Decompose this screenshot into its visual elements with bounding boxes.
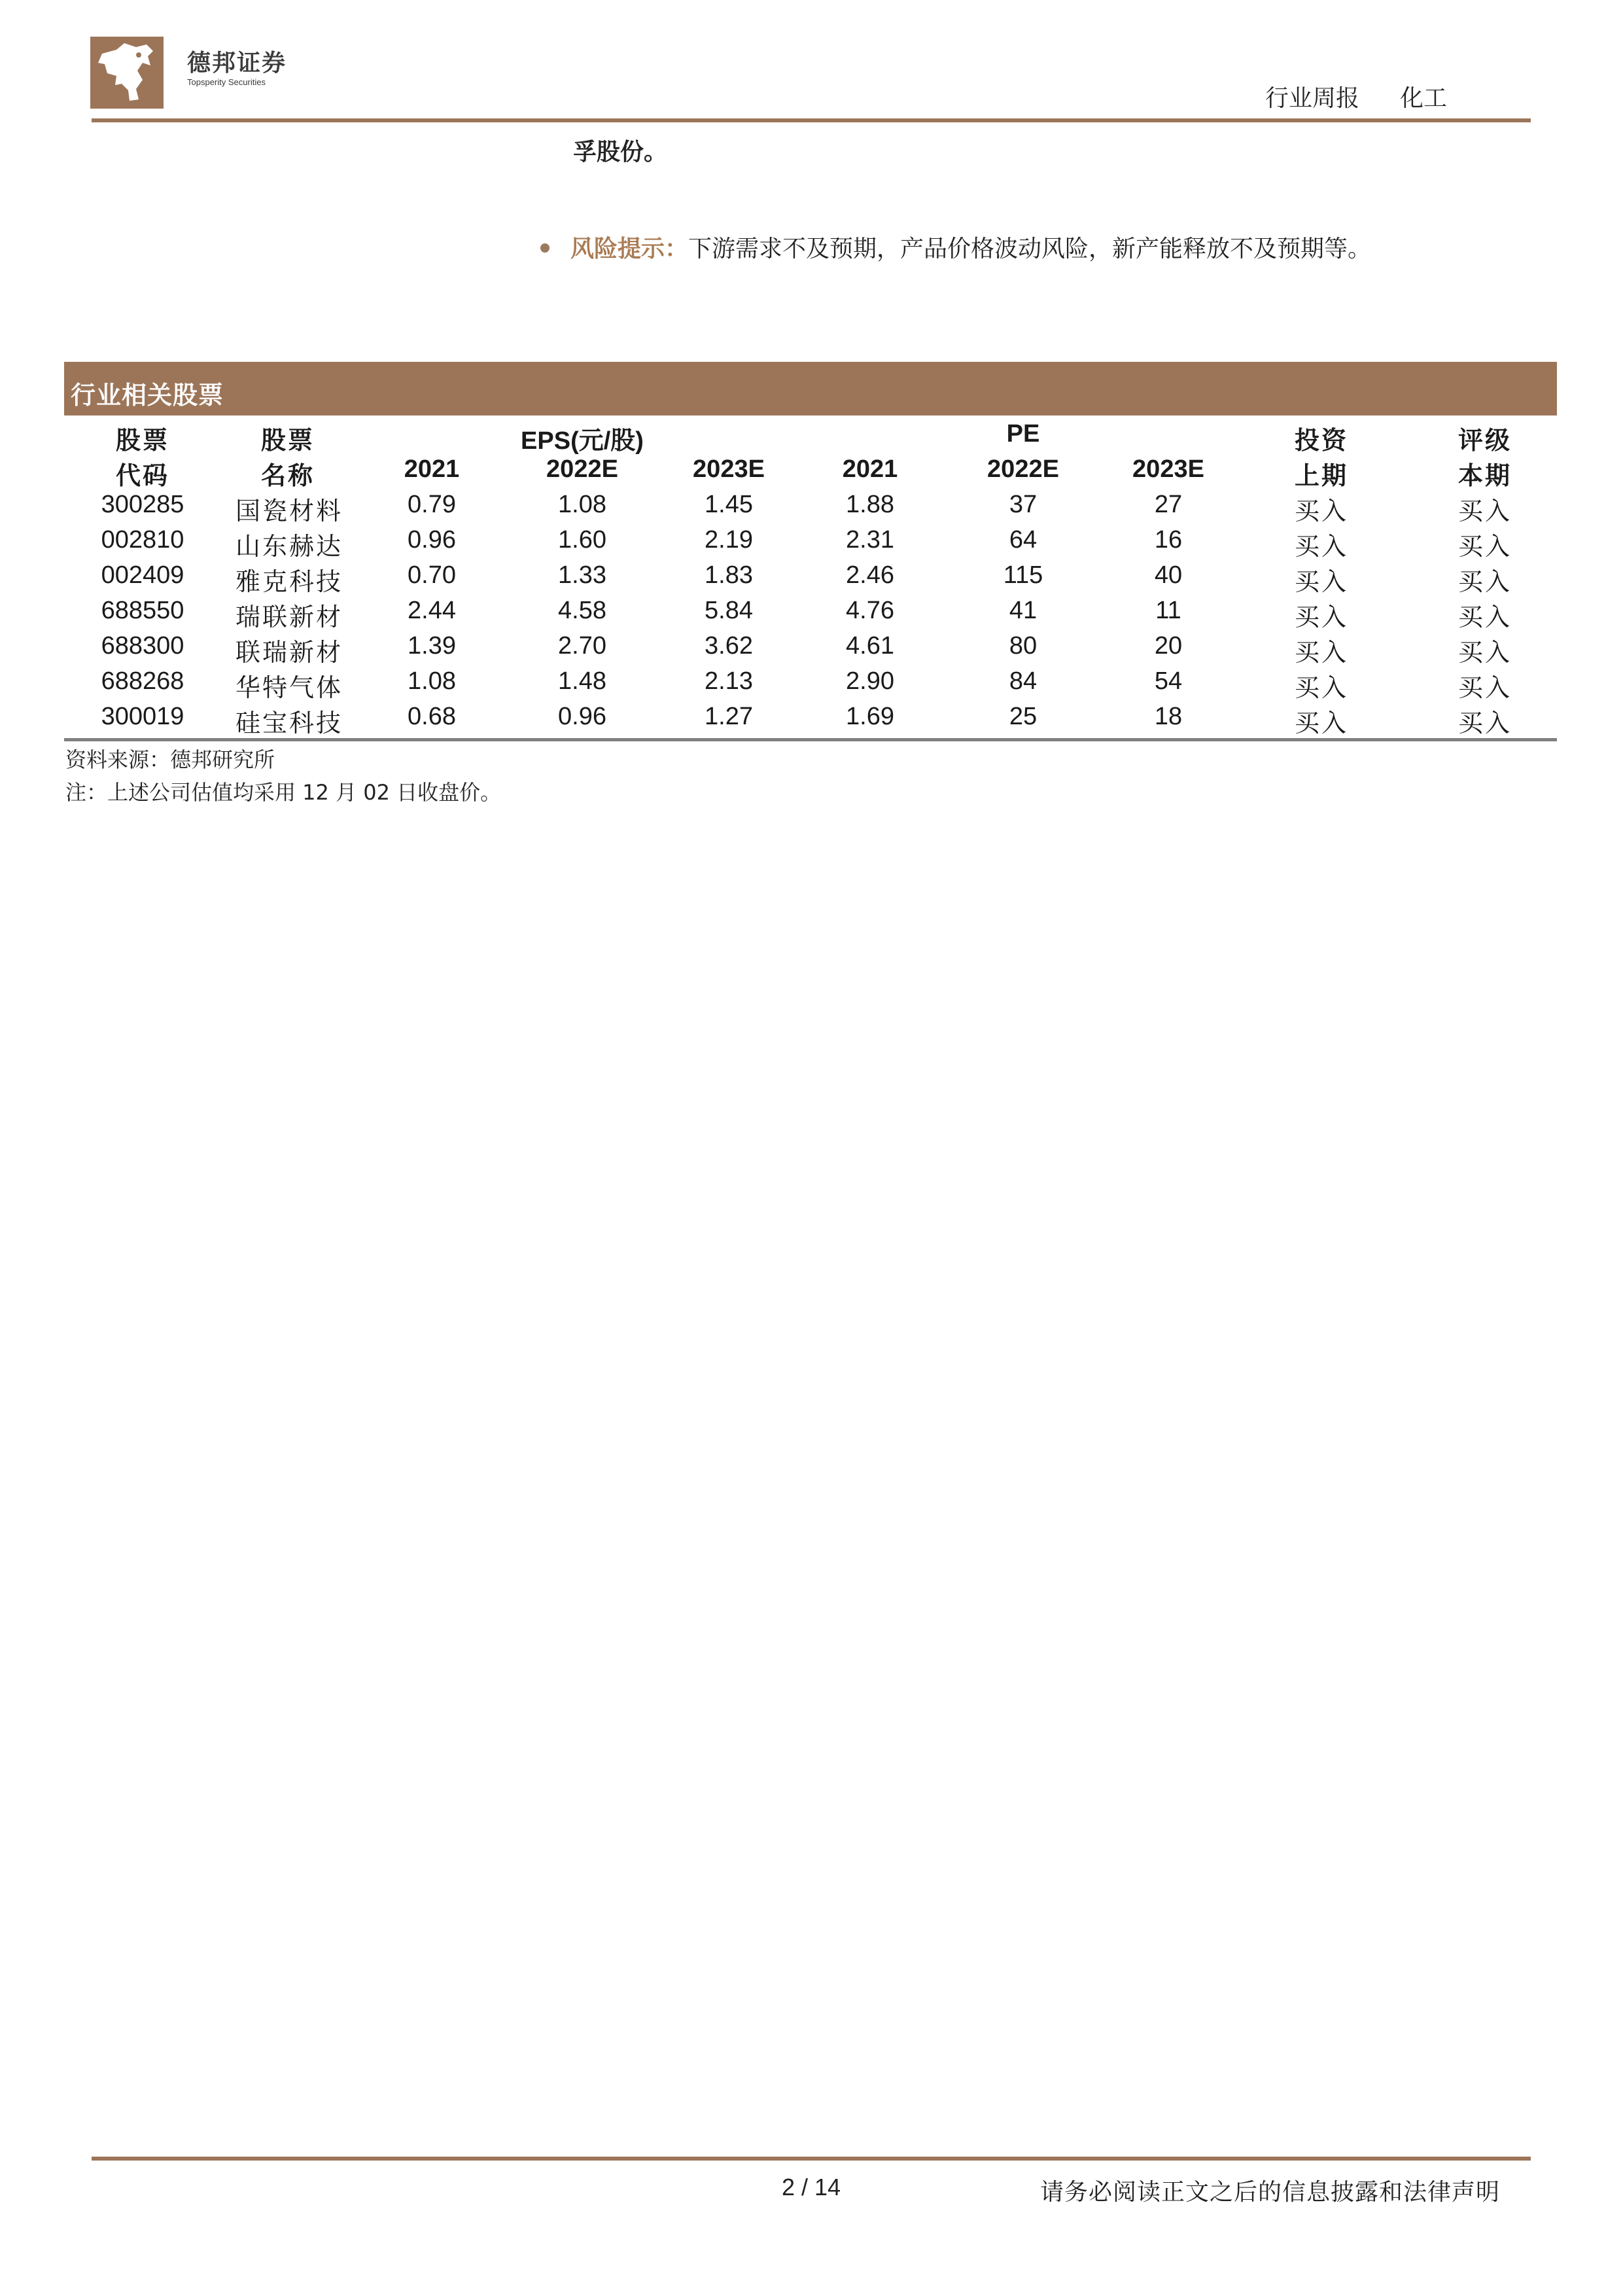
table-cell-pe-2: 18: [1154, 703, 1183, 730]
table-cell-code: 300285: [101, 491, 184, 518]
table-cell-eps-1: 0.96: [558, 703, 606, 730]
risk-label: 风险提示：: [570, 236, 689, 262]
table-cell-eps-2: 1.45: [705, 491, 753, 518]
table-cell-pe-1: 115: [1003, 561, 1043, 589]
header-name-1: 股票: [260, 426, 315, 455]
table-cell-pe-0: 1.69: [846, 703, 894, 730]
table-cell-eps-2: 5.84: [705, 597, 753, 624]
table-cell-pe-0: 2.46: [846, 561, 894, 589]
table-cell-name: 华特气体: [236, 673, 343, 702]
table-cell-eps-0: 0.70: [408, 561, 456, 589]
risk-warning: [570, 230, 1371, 264]
table-cell-pe-1: 80: [1009, 632, 1038, 660]
table-cell-curr: 买入: [1457, 638, 1512, 667]
table-cell-code: 002810: [101, 526, 184, 554]
table-cell-name: 瑞联新材: [236, 603, 343, 631]
table-cell-prev: 买入: [1294, 603, 1348, 631]
risk-text: 下游需求不及预期，产品价格波动风险，新产能释放不及预期等。: [688, 236, 1372, 262]
table-cell-eps-0: 2.44: [408, 597, 456, 624]
header-curr-rating-1: 评级: [1457, 426, 1512, 455]
table-cell-eps-0: 1.08: [408, 667, 456, 695]
logo-text-cn: 德邦证券: [187, 50, 287, 77]
page-number: 2 / 14: [782, 2174, 841, 2200]
table-cell-pe-2: 11: [1155, 597, 1181, 624]
table-cell-code: 688550: [101, 597, 184, 624]
header-curr-rating-2: 本期: [1457, 461, 1512, 490]
bullet-icon: [540, 243, 550, 253]
table-cell-name: 山东赫达: [236, 532, 343, 561]
logo-icon: [90, 37, 164, 109]
header-eps-2023e: 2023E: [693, 455, 765, 483]
table-cell-eps-1: 1.48: [558, 667, 606, 695]
footer-divider: [92, 2157, 1531, 2161]
header-divider: [92, 118, 1531, 122]
brand-logo: [90, 37, 300, 109]
header-prev-rating-1: 投资: [1294, 426, 1348, 455]
table-cell-prev: 买入: [1294, 532, 1348, 561]
header-name-2: 名称: [260, 461, 315, 490]
table-cell-code: 300019: [101, 703, 184, 730]
table-cell-pe-2: 54: [1154, 667, 1183, 695]
table-cell-prev: 买入: [1294, 567, 1348, 596]
table-cell-prev: 买入: [1294, 709, 1348, 737]
table-cell-eps-2: 1.83: [705, 561, 753, 589]
table-cell-curr: 买入: [1457, 497, 1512, 525]
header-pe-group: PE: [1006, 420, 1040, 448]
table-cell-name: 硅宝科技: [236, 709, 343, 737]
table-cell-eps-0: 0.96: [408, 526, 456, 554]
table-cell-pe-1: 25: [1009, 703, 1038, 730]
table-cell-code: 002409: [101, 561, 184, 589]
table-cell-curr: 买入: [1457, 532, 1512, 561]
header-pe-2021: 2021: [842, 455, 898, 483]
carryover-text: 孚股份。: [573, 139, 668, 166]
header-prev-rating-2: 上期: [1294, 461, 1348, 490]
table-cell-pe-0: 4.76: [846, 597, 894, 624]
header-eps-2022e: 2022E: [546, 455, 618, 483]
table-cell-pe-1: 64: [1009, 526, 1038, 554]
table-cell-eps-2: 2.19: [705, 526, 753, 554]
header-pe-2022e: 2022E: [987, 455, 1059, 483]
table-cell-pe-0: 1.88: [846, 491, 894, 518]
table-cell-eps-0: 1.39: [408, 632, 456, 660]
logo-text-en: Topsperity Securities: [187, 77, 266, 87]
table-cell-pe-1: 37: [1009, 491, 1038, 518]
table-cell-name: 国瓷材料: [236, 497, 343, 525]
header-pe-2023e: 2023E: [1132, 455, 1204, 483]
table-cell-curr: 买入: [1457, 709, 1512, 737]
table-cell-pe-2: 40: [1154, 561, 1183, 589]
table-cell-eps-1: 4.58: [558, 597, 606, 624]
table-cell-eps-0: 0.68: [408, 703, 456, 730]
header-code-2: 代码: [115, 461, 169, 490]
footer-disclaimer: 请务必阅读正文之后的信息披露和法律声明: [1040, 2179, 1501, 2206]
table-cell-curr: 买入: [1457, 673, 1512, 702]
table-cell-eps-2: 3.62: [705, 632, 753, 660]
header-eps-group: EPS(元/股): [521, 427, 644, 455]
table-cell-eps-0: 0.79: [408, 491, 456, 518]
table-cell-code: 688268: [101, 667, 184, 695]
valuation-note: 注：上述公司估值均采用 12 月 02 日收盘价。: [65, 780, 502, 805]
table-cell-curr: 买入: [1457, 603, 1512, 631]
source-note: 资料来源：德邦研究所: [65, 747, 275, 772]
table-cell-pe-0: 2.90: [846, 667, 894, 695]
table-cell-pe-1: 84: [1009, 667, 1038, 695]
table-cell-prev: 买入: [1294, 638, 1348, 667]
table-cell-eps-1: 1.08: [558, 491, 606, 518]
table-cell-eps-1: 2.70: [558, 632, 606, 660]
table-title: 行业相关股票: [71, 381, 224, 410]
table-cell-eps-1: 1.60: [558, 526, 606, 554]
sector-label: 化工: [1400, 85, 1448, 112]
table-cell-eps-2: 1.27: [705, 703, 753, 730]
table-cell-pe-2: 27: [1154, 491, 1183, 518]
table-cell-prev: 买入: [1294, 497, 1348, 525]
table-cell-name: 雅克科技: [236, 567, 343, 596]
header-eps-2021: 2021: [404, 455, 460, 483]
table-cell-pe-2: 20: [1154, 632, 1183, 660]
table-cell-eps-1: 1.33: [558, 561, 606, 589]
table-cell-eps-2: 2.13: [705, 667, 753, 695]
table-cell-curr: 买入: [1457, 567, 1512, 596]
table-cell-code: 688300: [101, 632, 184, 660]
table-cell-pe-0: 2.31: [846, 526, 894, 554]
table-bottom-rule: [64, 738, 1557, 741]
report-type: 行业周报: [1265, 85, 1360, 112]
table-cell-prev: 买入: [1294, 673, 1348, 702]
table-title-band: [64, 362, 1557, 415]
table-cell-pe-0: 4.61: [846, 632, 894, 660]
header-code-1: 股票: [115, 426, 169, 455]
table-cell-pe-1: 41: [1009, 597, 1038, 624]
table-cell-name: 联瑞新材: [236, 638, 343, 667]
table-cell-pe-2: 16: [1154, 526, 1183, 554]
